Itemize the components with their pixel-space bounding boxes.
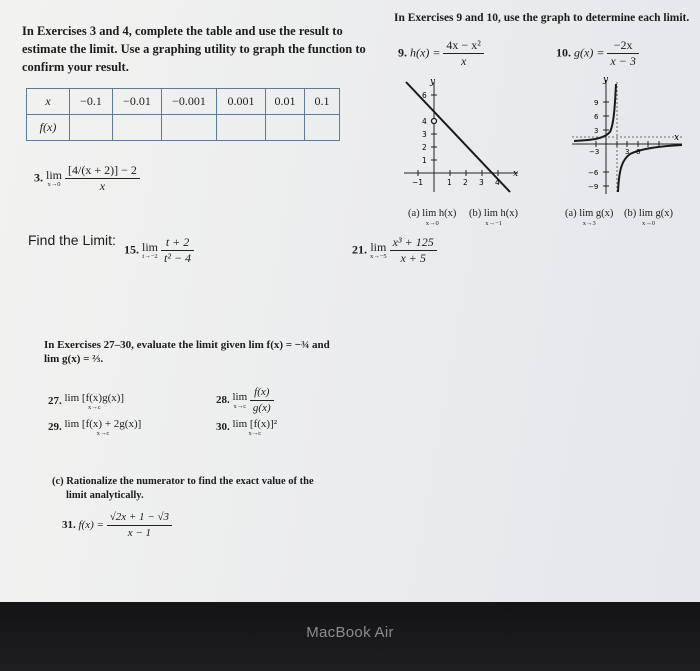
tick-label: −1 bbox=[412, 178, 424, 187]
table-cell: −0.1 bbox=[70, 89, 113, 115]
fraction: $\frac{-2x}{x - 3}$ bbox=[607, 38, 638, 69]
exercise-3 bbox=[34, 163, 140, 194]
exercise-27: 27. lim [f(x)g(x)] x→c bbox=[48, 392, 125, 411]
y-axis-label: y bbox=[430, 77, 436, 87]
tick-label: −6 bbox=[588, 169, 599, 177]
section-c-instructions: (c) Rationalize the numerator to find the exact value of the limit analytically. bbox=[52, 476, 314, 501]
limit-table bbox=[26, 88, 340, 141]
exercise-10: 10. g(x) = $\frac{-2x}{x - 3}$ bbox=[556, 38, 639, 69]
open-circle bbox=[432, 119, 437, 124]
tick-label: −3 bbox=[589, 148, 600, 156]
find-the-limit-heading: Find the Limit: bbox=[28, 232, 116, 248]
tick-label: 2 bbox=[463, 178, 468, 187]
limit-operator: lim x→0 bbox=[46, 168, 63, 188]
table-cell: 0.001 bbox=[217, 89, 266, 115]
fraction: $\frac{√2x + 1 - √3}{x - 1}$ bbox=[107, 510, 172, 541]
graph-exercise-10 bbox=[570, 74, 690, 199]
exercise-21: 21. lim x→−5 $\frac{\text{x³ + 125}}{x + 5}$ bbox=[352, 235, 437, 266]
fraction: $\frac{[4/(x + 2)] - 2}{x}$ bbox=[65, 163, 140, 194]
tick-label: 3 bbox=[479, 178, 484, 187]
fraction: $\frac{\text{x³ + 125}}{x + 5}$ bbox=[390, 235, 437, 266]
table-cell: −0.01 bbox=[113, 89, 162, 115]
fraction: $\frac{\text{4x − x²}}{x}$ bbox=[443, 38, 483, 69]
exercises-27-30-instructions: In Exercises 27–30, evaluate the limit given lim f(x) = −¾ and lim g(x) = ⅔. bbox=[44, 339, 330, 365]
exercise-15: 15. lim t→−2 $\frac{t + 2}{\text{t² − 4}}$ bbox=[124, 235, 194, 266]
part-a: (a) lim h(x) x→0 bbox=[408, 208, 457, 227]
tick-label: 9 bbox=[594, 99, 599, 107]
tick-label: −9 bbox=[588, 183, 599, 191]
fraction: $\frac{f(x)}{g(x)}$ bbox=[250, 385, 274, 416]
x-axis-label: x bbox=[674, 133, 680, 143]
tick-label: 3 bbox=[625, 148, 630, 156]
tick-label: 1 bbox=[422, 156, 427, 165]
tick-label: 4 bbox=[422, 117, 427, 126]
exercise-9-parts bbox=[408, 208, 518, 227]
tick-label: 4 bbox=[495, 178, 500, 187]
exercise-9: 9. h(x) = $\frac{\text{4x − x²}}{x}$ bbox=[398, 38, 484, 69]
exercise-number: 3. bbox=[34, 170, 43, 185]
table-cell bbox=[113, 115, 162, 141]
fraction: $\frac{t + 2}{\text{t² − 4}}$ bbox=[161, 235, 194, 266]
tick-label: 1 bbox=[447, 178, 452, 187]
x-axis-label: x bbox=[513, 169, 519, 179]
table-cell bbox=[305, 115, 340, 141]
macbook-air-logo: MacBook Air bbox=[306, 624, 394, 641]
exercise-30: 30. lim [f(x)]² x→c bbox=[216, 418, 278, 437]
tick-label: 6 bbox=[636, 148, 641, 156]
table-cell bbox=[70, 115, 113, 141]
exercise-28: 28. lim x→c $\frac{f(x)}{g(x)}$ bbox=[216, 385, 274, 416]
part-b: (b) lim h(x) x→−1 bbox=[469, 208, 519, 227]
exercises-3-4-instructions: In Exercises 3 and 4, complete the table and use the result to estimate the limit. Use a graphing utility to graph the function to confirm your result. bbox=[22, 24, 366, 74]
exercises-9-10-instructions: In Exercises 9 and 10, use the graph to determine each limit. bbox=[394, 12, 690, 24]
graph-exercise-9 bbox=[400, 74, 525, 199]
table-cell: −0.001 bbox=[162, 89, 217, 115]
part-b: (b) lim g(x) x→0 bbox=[624, 208, 674, 227]
tick-label: 6 bbox=[594, 113, 599, 121]
table-header-x: x bbox=[27, 89, 70, 115]
exercise-29: 29. lim [f(x) + 2g(x)] x→c bbox=[48, 418, 142, 437]
table-header-fx: f(x) bbox=[27, 115, 70, 141]
tick-label: 2 bbox=[422, 143, 427, 152]
table-cell bbox=[162, 115, 217, 141]
part-a: (a) lim g(x) x→3 bbox=[565, 208, 614, 227]
table-cell bbox=[217, 115, 266, 141]
tick-label: 3 bbox=[594, 127, 599, 135]
table-row bbox=[27, 115, 340, 141]
tick-label: 6 bbox=[422, 91, 427, 100]
limit-operator: lim x→−5 bbox=[370, 240, 387, 260]
table-cell: 0.1 bbox=[305, 89, 340, 115]
table-cell: 0.01 bbox=[266, 89, 305, 115]
exercise-31: 31. f(x) = $\frac{√2x + 1 - √3}{x - 1}$ bbox=[62, 510, 172, 541]
table-cell bbox=[266, 115, 305, 141]
limit-operator: lim t→−2 bbox=[142, 240, 159, 260]
tick-label: 3 bbox=[422, 130, 427, 139]
table-row bbox=[27, 89, 340, 115]
exercise-10-parts bbox=[565, 208, 673, 227]
y-axis-label: y bbox=[603, 75, 609, 85]
